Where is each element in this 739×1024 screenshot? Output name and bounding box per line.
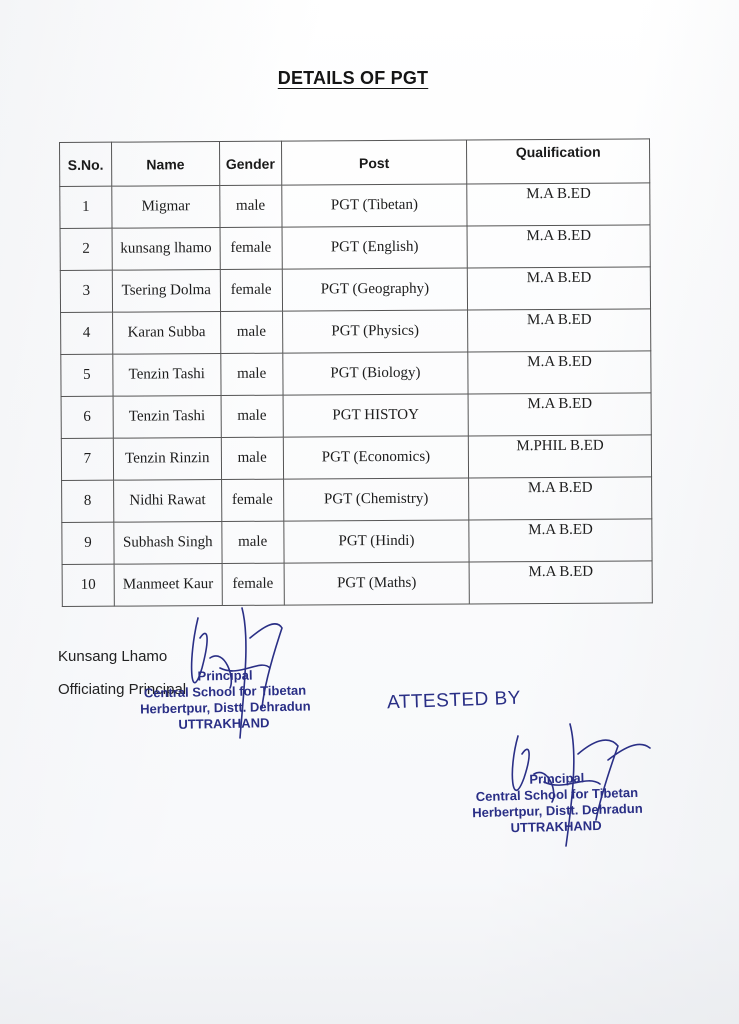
cell-qualification: M.A B.ED bbox=[469, 519, 652, 562]
table-row bbox=[60, 267, 650, 313]
cell-qualification: M.A B.ED bbox=[469, 561, 652, 604]
stamp-line: Central School for Tibetan bbox=[475, 784, 639, 805]
attested-by-stamp: ATTESTED BY bbox=[386, 687, 522, 714]
table-row bbox=[61, 435, 651, 481]
table-row bbox=[61, 351, 651, 397]
cell-gender: female bbox=[220, 269, 282, 311]
header-sno: S.No. bbox=[60, 142, 112, 186]
cell-sno: 4 bbox=[61, 312, 113, 354]
cell-gender: male bbox=[221, 395, 283, 437]
cell-name: Migmar bbox=[112, 186, 220, 229]
cell-sno: 3 bbox=[60, 270, 112, 312]
header-gender: Gender bbox=[219, 141, 281, 185]
cell-qualification: M.A B.ED bbox=[469, 477, 652, 520]
cell-name: Manmeet Kaur bbox=[114, 564, 222, 607]
cell-post: PGT (Maths) bbox=[284, 562, 470, 605]
principal-stamp bbox=[139, 667, 311, 734]
cell-sno: 2 bbox=[60, 228, 112, 270]
cell-post: PGT (Tibetan) bbox=[281, 184, 467, 227]
cell-sno: 5 bbox=[61, 354, 113, 396]
cell-name: Tsering Dolma bbox=[112, 270, 220, 313]
cell-qualification: M.PHIL B.ED bbox=[469, 435, 652, 478]
cell-post: PGT HISTOY bbox=[283, 394, 469, 437]
table-row bbox=[61, 309, 651, 355]
cell-gender: male bbox=[221, 437, 283, 479]
cell-post: PGT (Physics) bbox=[282, 310, 468, 353]
cell-post: PGT (Geography) bbox=[282, 268, 468, 311]
table-header-row bbox=[60, 139, 650, 187]
cell-name: kunsang lhamo bbox=[112, 228, 220, 271]
table-row bbox=[60, 225, 650, 271]
table-row bbox=[62, 519, 652, 565]
cell-name: Tenzin Tashi bbox=[113, 396, 221, 439]
stamp-line: Herbertpur, Distt. Dehradun bbox=[472, 800, 643, 821]
table-row bbox=[62, 477, 652, 523]
cell-sno: 6 bbox=[61, 396, 113, 438]
cell-post: PGT (Chemistry) bbox=[283, 478, 469, 521]
cell-name: Tenzin Rinzin bbox=[113, 438, 221, 481]
cell-qualification: M.A B.ED bbox=[468, 393, 651, 436]
cell-sno: 7 bbox=[61, 438, 113, 480]
cell-post: PGT (English) bbox=[282, 226, 468, 269]
header-post: Post bbox=[281, 140, 467, 185]
stamp-line: UTTRAKHAND bbox=[510, 817, 602, 836]
stamp-line: UTTRAKHAND bbox=[178, 715, 270, 732]
header-name: Name bbox=[111, 142, 219, 187]
cell-qualification: M.A B.ED bbox=[467, 225, 650, 268]
pgt-details-table bbox=[59, 138, 653, 607]
stamp-line: Herbertpur, Distt. Dehradun bbox=[140, 698, 311, 717]
signatory-name: Kunsang Lhamo bbox=[58, 648, 168, 665]
cell-sno: 1 bbox=[60, 186, 112, 228]
cell-qualification: M.A B.ED bbox=[468, 309, 651, 352]
cell-gender: female bbox=[222, 563, 284, 605]
document-title: DETAILS OF PGT bbox=[277, 68, 429, 88]
cell-sno: 10 bbox=[62, 564, 114, 606]
cell-gender: male bbox=[221, 353, 283, 395]
cell-name: Subhash Singh bbox=[114, 522, 222, 565]
cell-sno: 9 bbox=[62, 522, 114, 564]
table-row bbox=[61, 393, 651, 439]
cell-gender: female bbox=[221, 479, 283, 521]
cell-post: PGT (Biology) bbox=[282, 352, 468, 395]
stamp-line: Principal bbox=[529, 770, 585, 787]
cell-gender: male bbox=[220, 185, 282, 227]
cell-gender: female bbox=[220, 227, 282, 269]
cell-gender: male bbox=[220, 311, 282, 353]
table-row bbox=[60, 183, 650, 229]
cell-qualification: M.A B.ED bbox=[468, 351, 651, 394]
cell-qualification: M.A B.ED bbox=[468, 267, 651, 310]
stamp-line: Central School for Tibetan bbox=[143, 682, 307, 701]
signatory-role: Officiating Principal bbox=[58, 681, 187, 698]
header-qualification: Qualification bbox=[467, 139, 650, 184]
cell-name: Nidhi Rawat bbox=[114, 480, 222, 523]
stamp-line: Principal bbox=[197, 667, 253, 684]
table-row bbox=[62, 561, 652, 607]
cell-qualification: M.A B.ED bbox=[467, 183, 650, 226]
cell-name: Karan Subba bbox=[112, 312, 220, 355]
cell-post: PGT (Economics) bbox=[283, 436, 469, 479]
cell-post: PGT (Hindi) bbox=[284, 520, 470, 563]
cell-sno: 8 bbox=[62, 480, 114, 522]
cell-name: Tenzin Tashi bbox=[113, 354, 221, 397]
cell-gender: male bbox=[222, 521, 284, 563]
principal-stamp bbox=[471, 769, 643, 837]
